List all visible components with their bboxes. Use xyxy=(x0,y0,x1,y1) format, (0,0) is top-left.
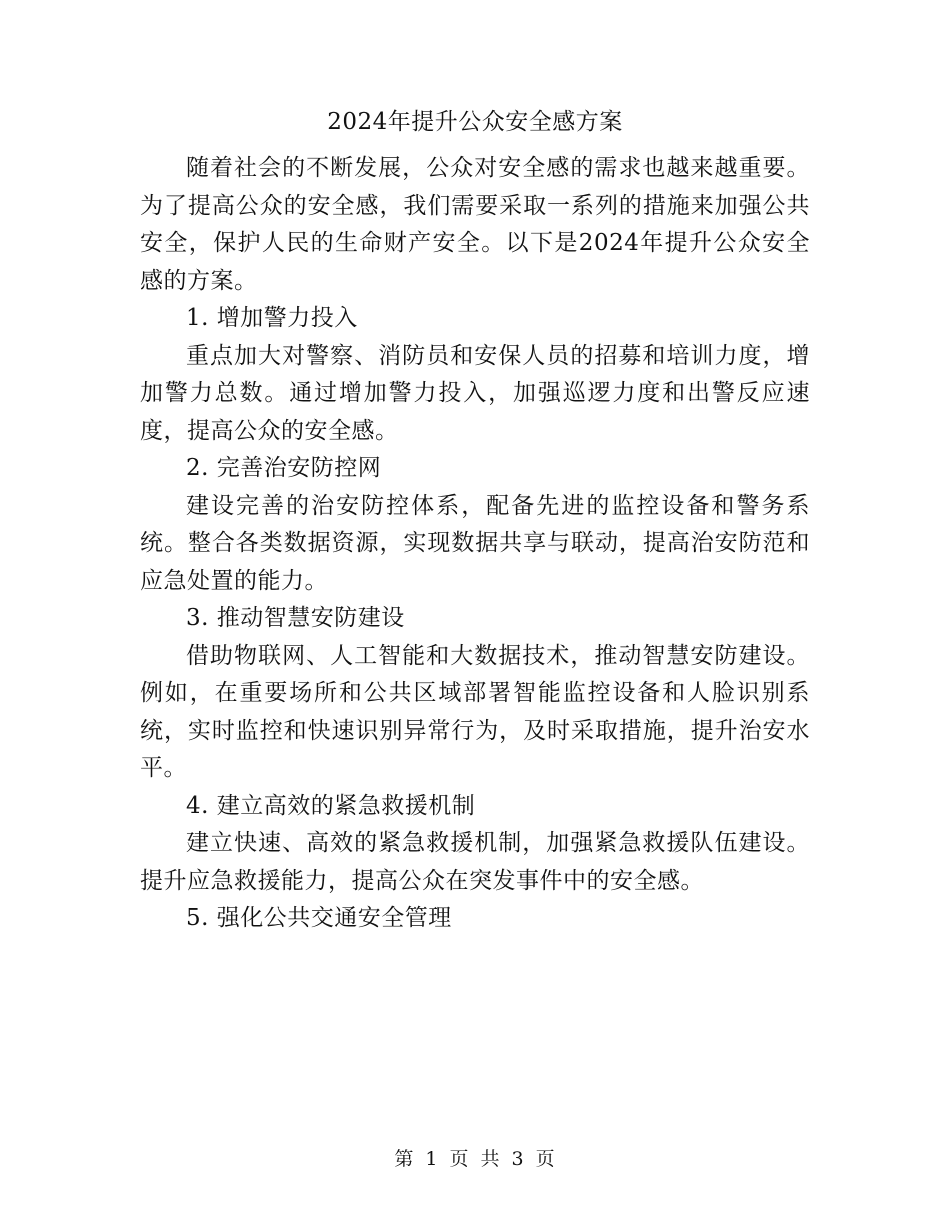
section-paragraph-1: 重点加大对警察、消防员和安保人员的招募和培训力度，增加警力总数。通过增加警力投入，加强巡逻力度和出警反应速度，提高公众的安全感。 xyxy=(140,342,810,444)
section-heading-4: 4. 建立高效的紧急救援机制 xyxy=(186,792,476,819)
intro-paragraph: 随着社会的不断发展，公众对安全感的需求也越来越重要。为了提高公众的安全感，我们需要采取一系列的措施来加强公共安全，保护人民的生命财产安全。以下是2024年提升公众安全感的方案。 xyxy=(140,155,810,294)
document-body xyxy=(140,150,810,938)
document-title: 2024年提升公众安全感方案 xyxy=(327,109,623,135)
section-paragraph-4: 建立快速、高效的紧急救援机制，加强紧急救援队伍建设。提升应急救援能力，提高公众在突发事件中的安全感。 xyxy=(140,830,810,894)
section-heading-3: 3. 推动智慧安防建设 xyxy=(186,605,405,631)
section-heading-5: 5. 强化公共交通安全管理 xyxy=(186,905,452,931)
page-number-footer: 第 1 页 共 3 页 xyxy=(394,1148,556,1170)
section-paragraph-3: 借助物联网、人工智能和大数据技术，推动智慧安防建设。例如，在重要场所和公共区域部署智能监控设备和人脸识别系统，实时监控和快速识别异常行为，及时采取措施，提升治安水平。 xyxy=(140,642,810,781)
section-paragraph-2: 建设完善的治安防控体系，配备先进的监控设备和警务系统。整合各类数据资源，实现数据共享与联动，提高治安防范和应急处置的能力。 xyxy=(140,492,810,594)
section-heading-1: 1. 增加警力投入 xyxy=(186,305,358,331)
section-heading-2: 2. 完善治安防控网 xyxy=(186,455,382,481)
